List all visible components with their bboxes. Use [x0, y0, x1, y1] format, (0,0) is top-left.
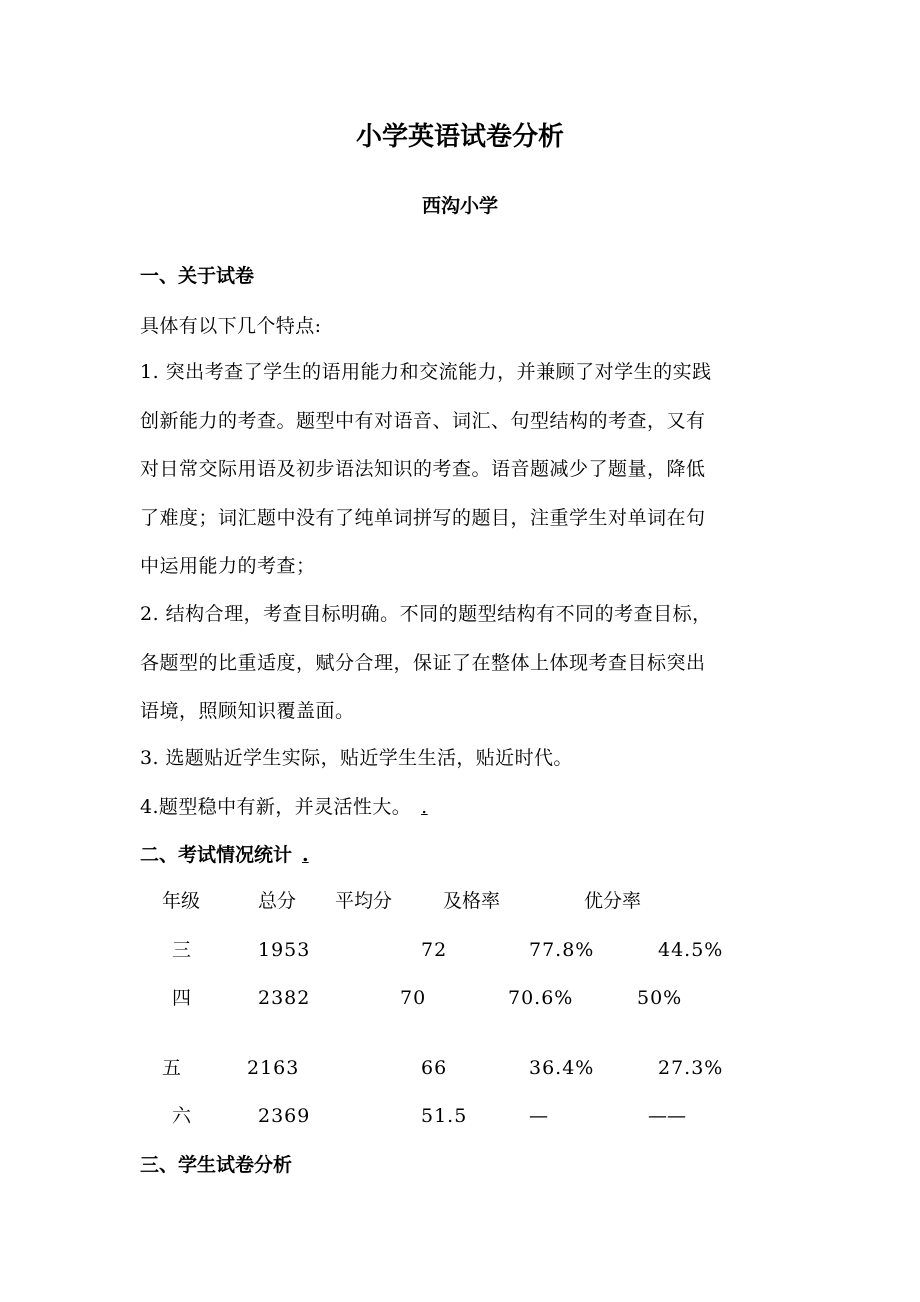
section-1-intro: 具体有以下几个特点: — [140, 315, 322, 337]
feature-item-4-mark: . — [421, 796, 428, 818]
feature-item-4-text: 4.题型稳中有新，并灵活性大。 — [140, 796, 412, 818]
feature-item-1-line: 了难度；词汇题中没有了纯单词拼写的题目，注重学生对单词在句 — [140, 506, 706, 529]
cell-total: 2369 — [258, 1105, 311, 1127]
feature-item-2-line: 语境，照顾知识覆盖面。 — [140, 700, 355, 722]
cell-excellent-rate: 27.3% — [658, 1057, 724, 1079]
column-header-pass-rate: 及格率 — [443, 890, 501, 912]
document-title: 小学英语试卷分析 — [355, 122, 564, 152]
feature-item-1-line: 1. 突出考查了学生的语用能力和交流能力，并兼顾了对学生的实践 — [140, 361, 712, 383]
column-header-grade: 年级 — [162, 890, 201, 912]
cell-excellent-rate: 44.5% — [658, 939, 724, 961]
section-1-heading: 一、关于试卷 — [140, 265, 255, 287]
cell-total: 2382 — [258, 987, 311, 1009]
cell-average: 72 — [421, 939, 448, 961]
feature-item-3: 3. 选题贴近学生实际，贴近学生生活，贴近时代。 — [140, 747, 573, 769]
column-header-excellent-rate: 优分率 — [584, 890, 642, 912]
section-2-heading-mark: . — [302, 844, 309, 866]
column-header-total: 总分 — [258, 890, 297, 912]
school-name: 西沟小学 — [421, 195, 498, 217]
feature-item-2-line: 各题型的比重适度，赋分合理，保证了在整体上体现考查目标突出 — [140, 651, 706, 674]
feature-item-1-line: 中运用能力的考查； — [140, 555, 316, 577]
feature-item-1-line: 对日常交际用语及初步语法知识的考查。语音题减少了题量，降低 — [140, 458, 706, 480]
cell-total: 2163 — [247, 1057, 300, 1079]
cell-excellent-rate: 50% — [637, 987, 683, 1009]
section-2-heading-text: 二、考试情况统计 — [140, 844, 293, 866]
cell-pass-rate: 36.4% — [529, 1057, 595, 1079]
cell-average: 51.5 — [421, 1105, 468, 1127]
cell-grade: 四 — [172, 987, 192, 1009]
cell-pass-rate: 77.8% — [529, 939, 595, 961]
cell-grade: 五 — [162, 1057, 182, 1079]
cell-average: 70 — [400, 987, 427, 1009]
cell-excellent-rate: —— — [648, 1105, 686, 1127]
column-header-average: 平均分 — [335, 890, 393, 912]
section-3-heading: 三、学生试卷分析 — [140, 1154, 293, 1176]
cell-pass-rate: — — [529, 1105, 548, 1127]
cell-average: 66 — [421, 1057, 448, 1079]
feature-item-1 — [140, 348, 780, 591]
feature-item-2 — [140, 590, 780, 736]
feature-item-2-line: 2. 结构合理，考查目标明确。不同的题型结构有不同的考查目标， — [140, 603, 712, 625]
cell-grade: 三 — [172, 939, 192, 961]
cell-pass-rate: 70.6% — [508, 987, 574, 1009]
feature-item-4 — [140, 793, 428, 821]
feature-item-1-line: 创新能力的考查。题型中有对语音、词汇、句型结构的考查，又有 — [140, 409, 706, 432]
cell-total: 1953 — [258, 939, 311, 961]
cell-grade: 六 — [172, 1105, 192, 1127]
section-2-heading — [140, 841, 309, 869]
